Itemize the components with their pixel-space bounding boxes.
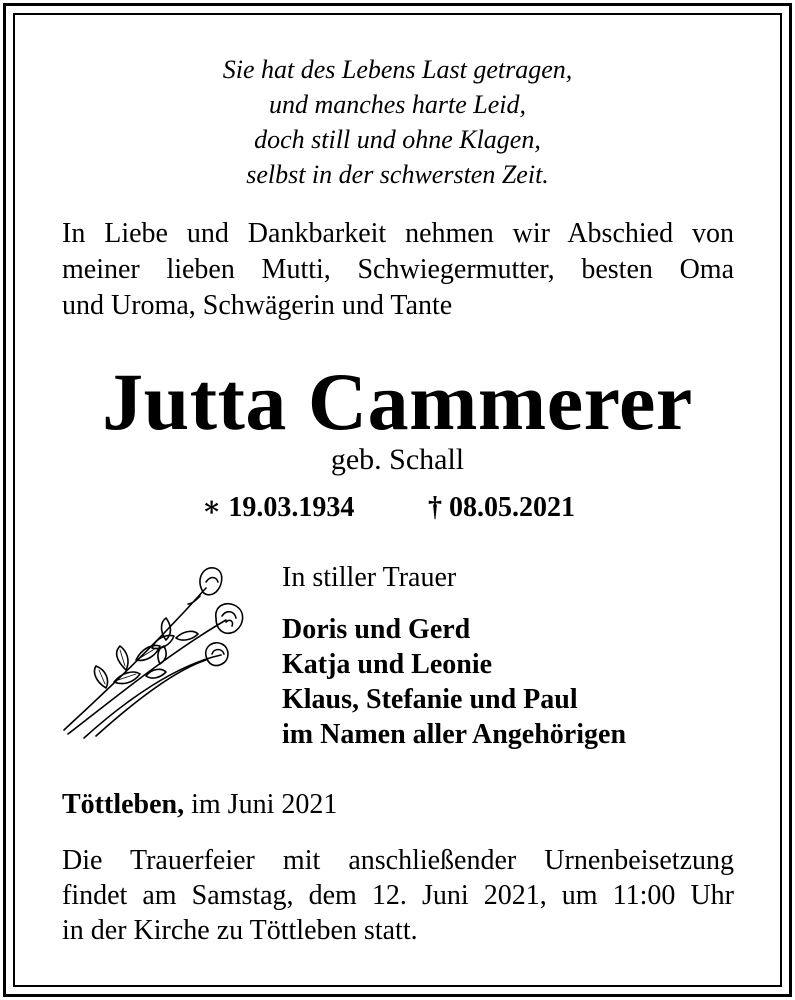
ceremony-line: findet am Samstag, dem 12. Juni 2021, um 11:00 Uhr — [62, 880, 734, 911]
poem — [0, 52, 795, 192]
ceremony-line: Die Trauerfeier mit anschließender Urnenbeisetzung — [62, 845, 734, 876]
poem-line: Sie hat des Lebens Last getragen, — [222, 55, 573, 84]
family-list — [282, 612, 626, 752]
roses-icon — [56, 560, 256, 740]
maiden-name: geb. Schall — [330, 443, 465, 476]
poem-line: selbst in der schwersten Zeit. — [246, 160, 549, 189]
intro-line: In Liebe und Dankbarkeit nehmen wir Abschied von — [62, 218, 734, 249]
place-month: im Juni 2021 — [184, 789, 338, 820]
poem-line: und manches harte Leid, — [268, 90, 527, 119]
place-town: Töttleben, — [62, 789, 185, 820]
ceremony-text — [62, 843, 734, 948]
family-member: im Namen aller Angehörigen — [282, 719, 627, 750]
family-member: Katja und Leonie — [282, 649, 493, 680]
ceremony-line: in der Kirche zu Töttleben statt. — [62, 915, 418, 946]
birth-date: ∗ 19.03.1934 — [202, 492, 355, 523]
intro-line: meiner lieben Mutti, Schwiegermutter, besten Oma — [62, 254, 734, 285]
family-member: Klaus, Stefanie und Paul — [282, 684, 578, 715]
place-date — [62, 787, 337, 823]
poem-line: doch still und ohne Klagen, — [254, 125, 541, 154]
mourning-heading: In stiller Trauer — [282, 562, 457, 593]
family-member: Doris und Gerd — [282, 614, 471, 645]
intro-text — [62, 216, 734, 324]
deceased-name: Jutta Cammerer — [102, 356, 693, 447]
intro-line: und Uroma, Schwägerin und Tante — [62, 290, 453, 321]
death-date: † 08.05.2021 — [428, 492, 575, 523]
